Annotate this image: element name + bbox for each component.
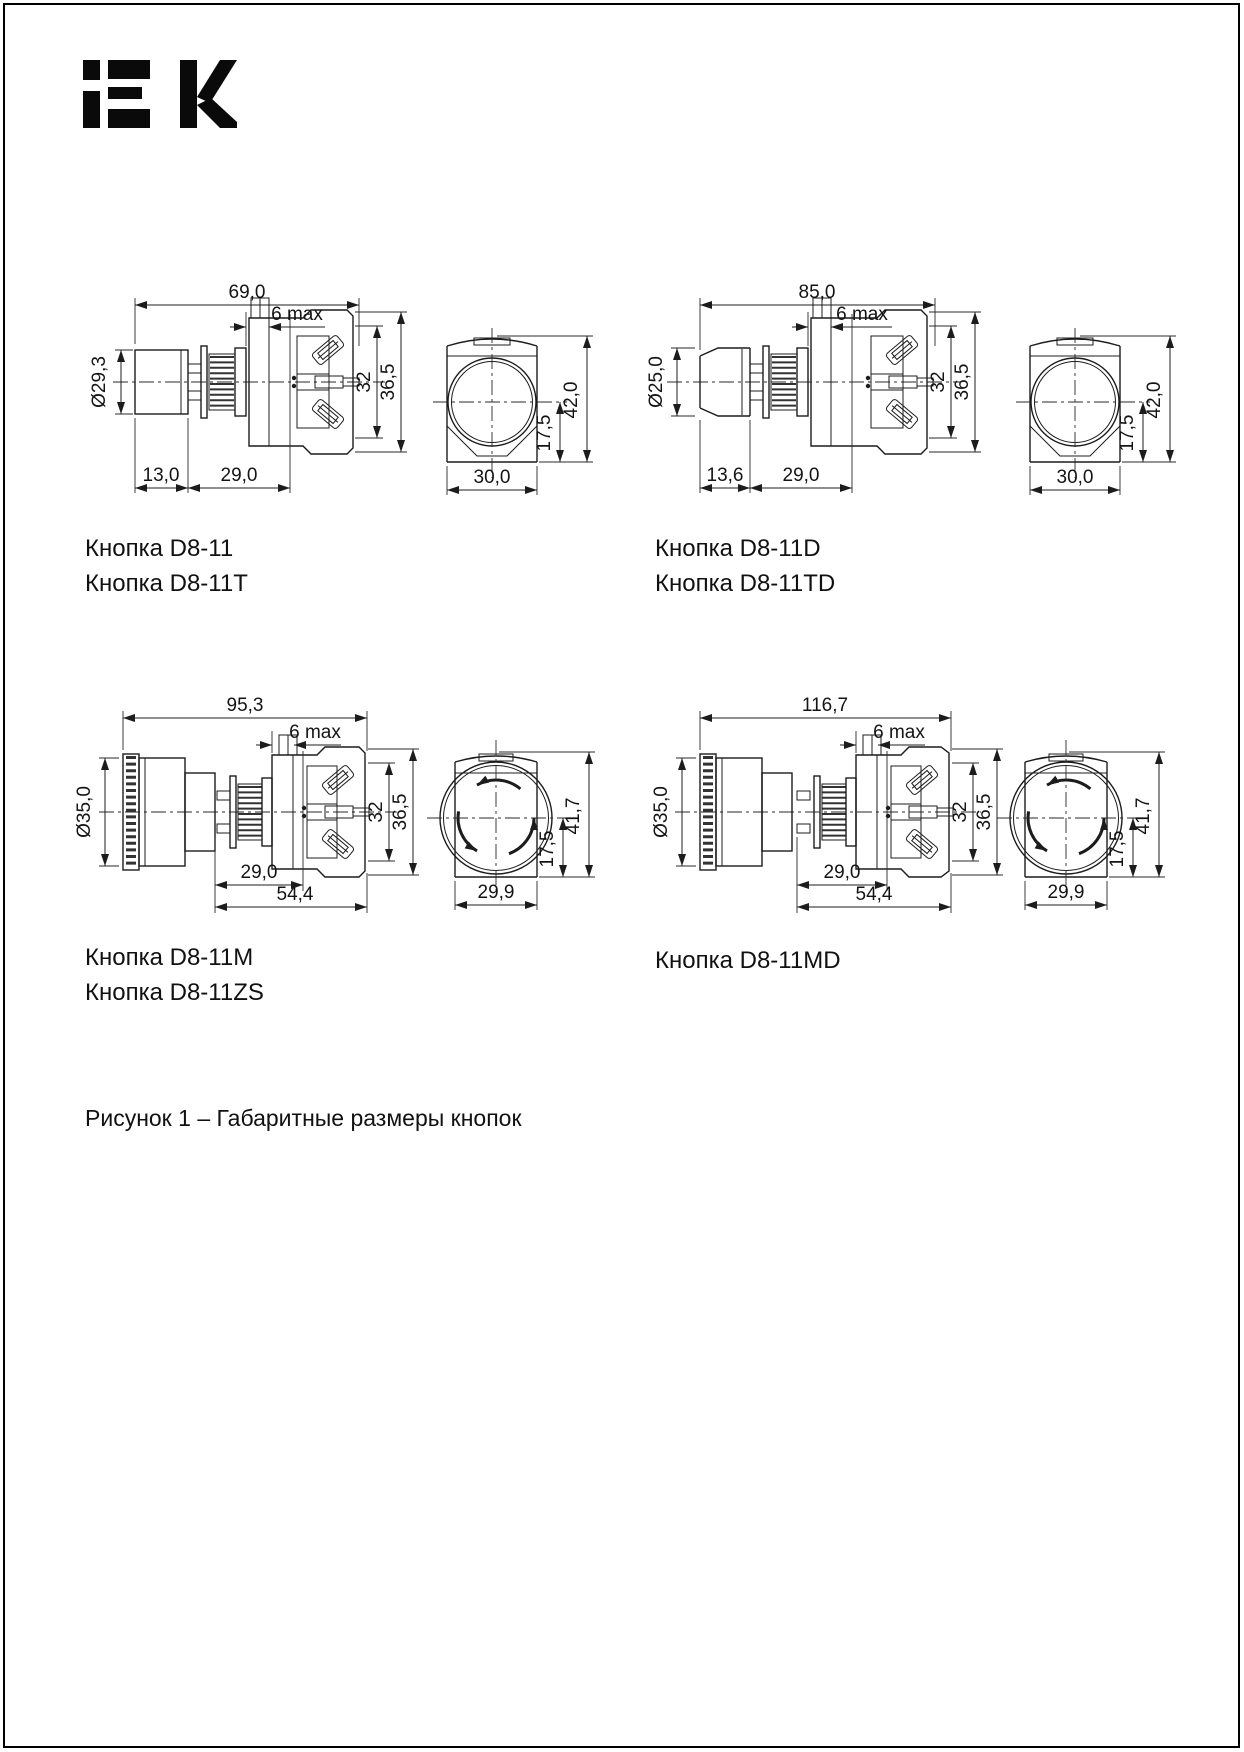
terminal-screw xyxy=(321,828,355,859)
drawing-d8-11 xyxy=(85,250,605,510)
dim-cap-depth: 13,6 xyxy=(706,465,744,486)
dim-diameter: Ø35,0 xyxy=(651,786,672,838)
terminal-screw xyxy=(321,764,355,795)
dim-front-height: 41,7 xyxy=(563,797,584,835)
label-d8-11t: Кнопка D8-11T xyxy=(85,570,248,597)
dim-diameter: Ø29,3 xyxy=(89,356,110,408)
dim-front-lower: 17,5 xyxy=(534,414,555,452)
terminal-screw xyxy=(905,828,939,859)
drawing-d8-11d xyxy=(605,250,1235,510)
dim-overall: 85,0 xyxy=(798,282,836,303)
dim-cap-depth: 13,0 xyxy=(142,465,180,486)
side-view-d8-11m xyxy=(74,695,419,913)
terminal-screw xyxy=(905,764,939,795)
dim-front-width: 30,0 xyxy=(473,467,511,488)
label-d8-11d: Кнопка D8-11D xyxy=(655,535,821,562)
dim-front-width: 29,9 xyxy=(1047,882,1085,903)
dim-total-depth: 54,4 xyxy=(855,884,893,905)
figure-caption: Рисунок 1 – Габаритные размеры кнопок xyxy=(85,1105,522,1131)
dim-mount-depth: 29,0 xyxy=(823,862,861,883)
dim-total-depth: 54,4 xyxy=(276,884,314,905)
dim-overall: 116,7 xyxy=(801,695,849,716)
label-group-d8-11 xyxy=(85,531,248,601)
dim-front-width: 29,9 xyxy=(477,882,515,903)
label-d8-11md: Кнопка D8-11MD xyxy=(655,947,841,974)
side-view-d8-11 xyxy=(89,282,407,493)
label-d8-11m: Кнопка D8-11M xyxy=(85,944,254,971)
front-view-d8-11m xyxy=(427,740,595,910)
dim-block-height: 36,5 xyxy=(952,363,973,401)
dim-diameter: Ø35,0 xyxy=(74,786,95,838)
dim-panel: 6 max xyxy=(873,722,925,743)
side-view-d8-11md xyxy=(651,695,1003,913)
label-group-d8-11d xyxy=(655,531,835,601)
dim-front-lower: 17,5 xyxy=(537,830,558,868)
dim-front-lower: 17,5 xyxy=(1117,414,1138,452)
iek-logo xyxy=(83,60,243,130)
dim-front-width: 30,0 xyxy=(1056,467,1094,488)
terminal-screw xyxy=(885,334,919,365)
terminal-screw xyxy=(311,334,345,365)
terminal-screw xyxy=(311,398,345,429)
dim-contact-height: 32 xyxy=(950,801,971,823)
dim-overall: 69,0 xyxy=(228,282,266,303)
dim-front-height: 41,7 xyxy=(1133,797,1154,835)
dim-block-height: 36,5 xyxy=(974,793,995,831)
dim-front-lower: 17,5 xyxy=(1107,830,1128,868)
dim-panel: 6 max xyxy=(271,304,323,325)
dim-contact-height: 32 xyxy=(354,371,375,393)
front-view-d8-11d xyxy=(1016,328,1176,495)
drawing-d8-11md xyxy=(595,695,1244,960)
dim-mount-depth: 29,0 xyxy=(782,465,820,486)
side-view-d8-11d xyxy=(646,282,981,493)
dim-block-height: 36,5 xyxy=(378,363,399,401)
dim-mount-depth: 29,0 xyxy=(220,465,258,486)
dim-diameter: Ø25,0 xyxy=(646,356,667,408)
dim-mount-depth: 29,0 xyxy=(240,862,278,883)
dim-panel: 6 max xyxy=(836,304,888,325)
label-group-d8-11md xyxy=(655,943,841,978)
drawing-d8-11m xyxy=(75,695,635,960)
dim-contact-height: 32 xyxy=(928,371,949,393)
dim-block-height: 36,5 xyxy=(390,793,411,831)
dim-front-height: 42,0 xyxy=(561,381,582,419)
terminal-screw xyxy=(885,398,919,429)
label-d8-11td: Кнопка D8-11TD xyxy=(655,570,836,597)
dim-overall: 95,3 xyxy=(226,695,264,716)
dim-front-height: 42,0 xyxy=(1144,381,1165,419)
dim-panel: 6 max xyxy=(289,722,341,743)
front-view-d8-11md xyxy=(997,740,1165,910)
iek-logo-glyphs xyxy=(83,60,237,128)
label-d8-11zs: Кнопка D8-11ZS xyxy=(85,979,264,1006)
front-view-d8-11 xyxy=(433,328,593,495)
label-d8-11: Кнопка D8-11 xyxy=(85,535,234,562)
label-group-d8-11m xyxy=(85,940,264,1010)
dim-contact-height: 32 xyxy=(366,801,387,823)
